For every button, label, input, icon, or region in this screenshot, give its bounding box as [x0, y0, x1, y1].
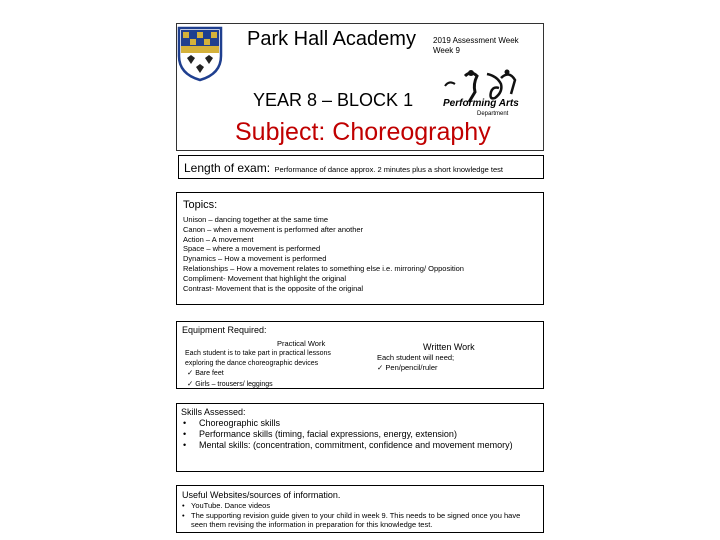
topic-item: Compliment- Movement that highlight the original [183, 273, 346, 283]
skill-item-text: Mental skills: (concentration, commitment, confidence and movement memory) [199, 440, 513, 450]
written-work-title: Written Work [423, 342, 475, 352]
assessment-week-label: 2019 Assessment Week [433, 36, 519, 45]
skill-item-text: Performance skills (timing, facial expressions, energy, extension) [199, 429, 457, 439]
website-item-text: YouTube. Dance videos [191, 501, 271, 510]
check-icon: ✓ [187, 378, 194, 388]
website-item-text: The supporting revision guide given to your child in week 9. This needs to be signed once you have seen them revising the information in preparation for this knowledge test. [191, 510, 521, 529]
assessment-week-number: Week 9 [433, 46, 460, 55]
written-item-text: Pen/pencil/ruler [385, 363, 438, 372]
topic-item: Unison – dancing together at the same time [183, 215, 329, 224]
equipment-box [176, 321, 544, 389]
list-item [182, 511, 538, 530]
subject-title: Subject: Choreography [235, 118, 491, 146]
exam-length-box [178, 155, 544, 179]
bullet-icon: • [182, 501, 185, 510]
list-item [377, 363, 438, 372]
topic-item: Dynamics – How a movement is performed [183, 254, 327, 264]
practical-work-list [187, 368, 273, 389]
list-item [182, 501, 538, 511]
topics-box [176, 192, 544, 305]
written-work-list [377, 363, 438, 372]
bullet-icon: • [183, 429, 187, 439]
exam-length-text: Performance of dance approx. 2 minutes plus a short knowledge test [274, 165, 503, 174]
list-item [181, 429, 539, 440]
list-item [181, 440, 539, 451]
exam-length-label: Length of exam: [184, 161, 271, 175]
topics-heading: Topics: [183, 199, 218, 211]
header-box [176, 23, 544, 151]
check-icon: ✓ [187, 368, 194, 377]
topic-item: Space – where a movement is performed [183, 244, 321, 254]
school-crest-icon [177, 26, 223, 82]
check-icon: ✓ [377, 363, 384, 372]
bullet-icon: • [183, 440, 187, 450]
websites-heading: Useful Websites/sources of information. [182, 490, 341, 500]
performing-arts-logo-title: Performing Arts [443, 98, 519, 109]
topic-item: Canon – when a movement is performed after another [183, 224, 364, 234]
bullet-icon: • [182, 510, 185, 520]
performing-arts-logo-subtitle: Department [477, 111, 509, 117]
topic-item: Relationships – How a movement relates to something else i.e. mirroring/ Opposition [183, 263, 464, 273]
practical-work-title: Practical Work [277, 339, 326, 348]
school-name: Park Hall Academy [247, 28, 416, 50]
topic-item: Contrast- Movement that is the opposite of the original [183, 283, 364, 293]
practical-item-text: Girls – trousers/ leggings [195, 380, 273, 388]
skills-box [176, 403, 544, 472]
list-item [187, 368, 273, 379]
equipment-heading: Equipment Required: [182, 325, 267, 335]
bullet-icon: • [183, 418, 187, 428]
practical-item-text: Bare feet [195, 370, 224, 377]
websites-box [176, 485, 544, 533]
practical-work-description: Each student is to take part in practical lessons exploring the dance choreographic devices [185, 350, 331, 367]
block-title: YEAR 8 – BLOCK 1 [253, 90, 414, 110]
topic-item: Action – A movement [183, 234, 254, 244]
written-work-description: Each student will need; [377, 353, 455, 362]
list-item [187, 379, 273, 390]
skill-item-text: Choreographic skills [199, 418, 281, 428]
skills-heading: Skills Assessed: [181, 407, 246, 417]
list-item [181, 418, 539, 429]
